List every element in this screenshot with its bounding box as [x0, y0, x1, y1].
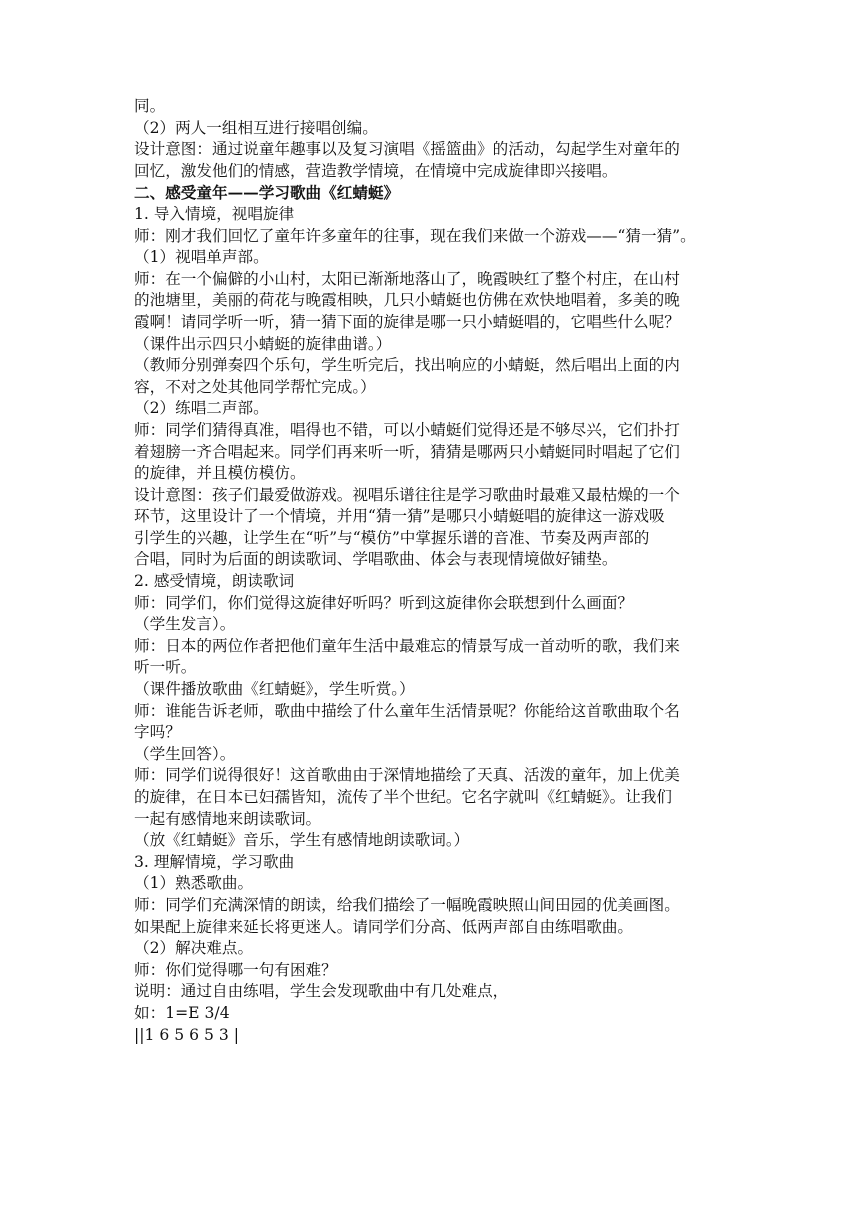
text-line: 的旋律，在日本已妇孺皆知，流传了半个世纪。它名字就叫《红蜻蜓》。让我们 [134, 788, 672, 806]
text-line: 一起有感情地来朗读歌词。 [134, 809, 322, 828]
text-line: 师：你们觉得哪一句有困难？ [134, 960, 337, 979]
text-line: （学生发言）。 [134, 615, 236, 634]
text-line: 师：在一个偏僻的小山村，太阳已渐渐地落山了，晚霞映红了整个村庄，在山村 [134, 269, 680, 288]
text-line: （1）熟悉歌曲。 [134, 874, 254, 893]
text-line: 师：日本的两位作者把他们童年生活中最难忘的情景写成一首动听的歌，我们来 [134, 636, 680, 655]
text-line: ||1 6 5 6 5 3 | [134, 1025, 240, 1044]
text-line: 说明：通过自由练唱，学生会发现歌曲中有几处难点， [134, 982, 509, 1001]
text-line: 师：同学们说得很好！这首歌曲由于深情地描绘了天真、活泼的童年，加上优美 [134, 766, 680, 785]
text-line: 设计意图：通过说童年趣事以及复习演唱《摇篮曲》的活动，勾起学生对童年的 [134, 140, 680, 159]
text-line: （2）两人一组相互进行接唱创编。 [134, 118, 378, 137]
text-line: 字吗？ [134, 723, 181, 742]
text-line: 引学生的兴趣，让学生在“听”与“模仿”中掌握乐谱的音准、节奏及两声部的 [134, 528, 650, 547]
text-line: 设计意图：孩子们最爱做游戏。视唱乐谱往往是学习歌曲时最难又最枯燥的一个 [134, 485, 680, 504]
text-line: 师：同学们，你们觉得这旋律好听吗？听到这旋律你会联想到什么画面？ [134, 593, 634, 612]
text-line: 回忆，激发他们的情感，营造教学情境，在情境中完成旋律即兴接唱。 [134, 161, 618, 180]
text-line: 同。 [134, 97, 166, 115]
text-line: 的池塘里，美丽的荷花与晚霞相映，几只小蜻蜓也仿佛在欢快地唱着，多美的晚 [134, 291, 680, 310]
text-line: 如果配上旋律来延长将更迷人。请同学们分高、低两声部自由练唱歌曲。 [134, 917, 634, 936]
document-page [134, 96, 734, 1046]
text-line: （学生回答）。 [134, 744, 236, 763]
text-line: （课件播放歌曲《红蜻蜓》，学生听赏。） [134, 680, 415, 699]
text-line: 2. 感受情境，朗读歌词 [134, 572, 295, 591]
text-line: 师：谁能告诉老师，歌曲中描绘了什么童年生活情景呢？你能给这首歌曲取个名 [134, 701, 680, 720]
text-line: 1. 导入情境，视唱旋律 [134, 204, 295, 223]
text-line: 师：同学们猜得真准，唱得也不错，可以小蜻蜓们觉得还是不够尽兴，它们扑打 [134, 420, 680, 439]
text-line: 容，不对之处其他同学帮忙完成。） [134, 377, 376, 396]
text-line: （课件出示四只小蜻蜓的旋律曲谱。） [134, 334, 392, 353]
text-line: （放《红蜻蜓》音乐，学生有感情地朗读歌词。） [134, 831, 470, 850]
text-line: 合唱，同时为后面的朗读歌词、学唱歌曲、体会与表现情境做好铺垫。 [134, 550, 618, 569]
text-line: 师：刚才我们回忆了童年许多童年的往事，现在我们来做一个游戏——“猜一猜”。 [134, 226, 696, 245]
text-line: （教师分别弹奏四个乐句，学生听完后，找出响应的小蜻蜓，然后唱出上面的内 [134, 356, 680, 375]
text-line: 听一听。 [134, 658, 197, 677]
text-line: （2）解决难点。 [134, 939, 254, 958]
text-line: 霞啊！请同学听一听，猜一猜下面的旋律是哪一只小蜻蜓唱的，它唱些什么呢？ [134, 312, 680, 331]
text-line: （2）练唱二声部。 [134, 399, 269, 418]
text-line: 3. 理解情境，学习歌曲 [134, 852, 295, 871]
text-line: 的旋律，并且模仿模仿。 [134, 464, 306, 483]
text-line: （1）视唱单声部。 [134, 248, 269, 267]
text-line: 如：1=E 3/4 [134, 1003, 230, 1022]
text-line: 环节，这里设计了一个情境，并用“猜一猜”是哪只小蜻蜓唱的旋律这一游戏吸 [134, 507, 665, 526]
section-heading: 二、感受童年——学习歌曲《红蜻蜓》 [134, 183, 400, 203]
text-line: 着翅膀一齐合唱起来。同学们再来听一听，猜猜是哪两只小蜻蜓同时唱起了它们 [134, 442, 680, 461]
text-line: 师：同学们充满深情的朗读，给我们描绘了一幅晚霞映照山间田园的优美画图。 [134, 895, 680, 914]
